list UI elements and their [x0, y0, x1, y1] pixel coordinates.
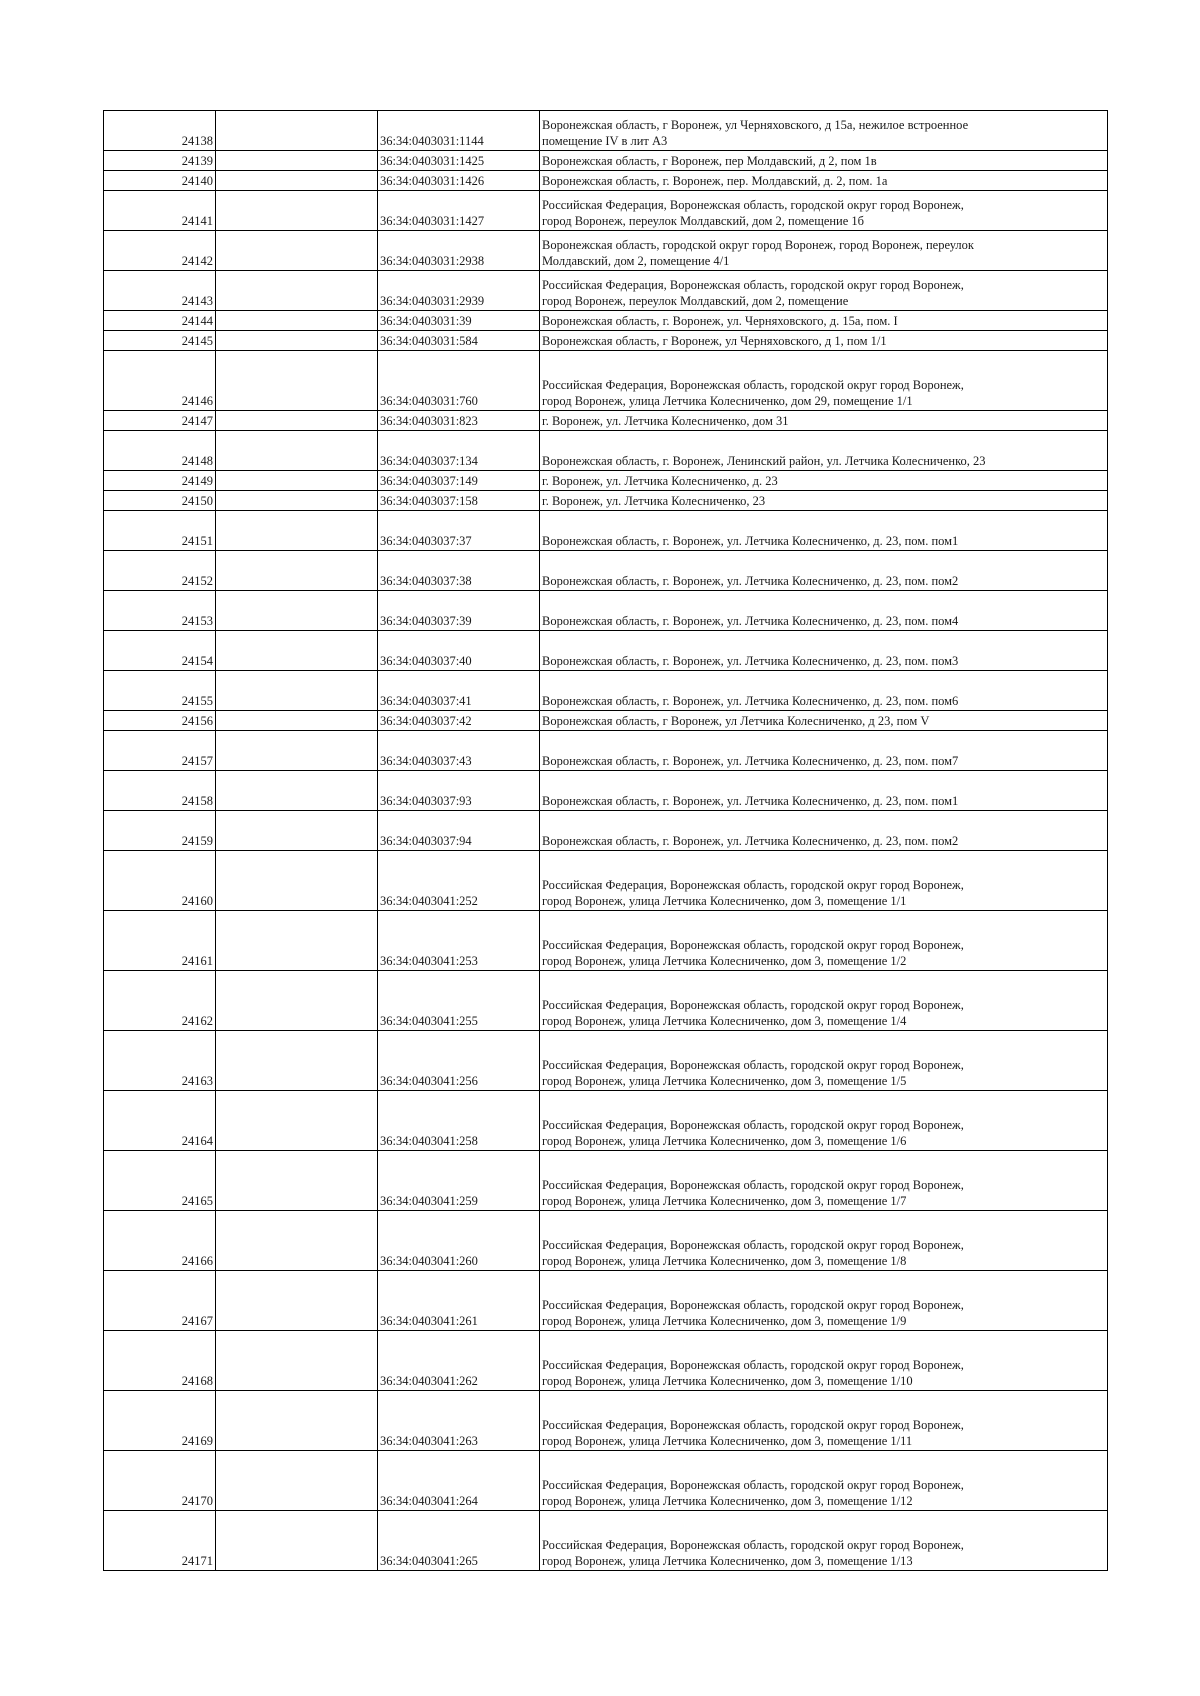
- empty-cell: [216, 1091, 378, 1151]
- address-text: г. Воронеж, ул. Летчика Колесниченко, 23: [542, 493, 766, 508]
- empty-cell: [216, 311, 378, 331]
- row-number: 24150: [104, 491, 216, 511]
- table-row: [104, 731, 1108, 771]
- address-cell: [540, 851, 1108, 911]
- address-text: Российская Федерация, Воронежская область, городской округ город Воронеж, город Воронеж, улица Летчика Колесниченко, дом 3, помещение 1/9: [542, 1298, 964, 1328]
- address-text: Российская Федерация, Воронежская область, городской округ город Воронеж, город Воронеж, улица Летчика Колесниченко, дом 3, помещение 1/2: [542, 938, 964, 968]
- empty-cell: [216, 171, 378, 191]
- cadastral-number: 36:34:0403041:262: [378, 1331, 540, 1391]
- empty-cell: [216, 971, 378, 1031]
- row-number: 24146: [104, 351, 216, 411]
- cadastral-number: 36:34:0403031:2938: [378, 231, 540, 271]
- empty-cell: [216, 771, 378, 811]
- cadastral-number: 36:34:0403031:39: [378, 311, 540, 331]
- address-cell: [540, 431, 1108, 471]
- cadastral-number: 36:34:0403031:823: [378, 411, 540, 431]
- address-cell: [540, 1151, 1108, 1211]
- empty-cell: [216, 491, 378, 511]
- address-text: Российская Федерация, Воронежская область, городской округ город Воронеж, город Воронеж, улица Летчика Колесниченко, дом 3, помещение 1/10: [542, 1358, 964, 1388]
- table-row: [104, 1271, 1108, 1331]
- table-row: [104, 671, 1108, 711]
- row-number: 24142: [104, 231, 216, 271]
- address-cell: [540, 411, 1108, 431]
- cadastral-number: 36:34:0403041:261: [378, 1271, 540, 1331]
- cadastral-number: 36:34:0403037:42: [378, 711, 540, 731]
- row-number: 24149: [104, 471, 216, 491]
- cadastral-number: 36:34:0403037:40: [378, 631, 540, 671]
- empty-cell: [216, 111, 378, 151]
- row-number: 24155: [104, 671, 216, 711]
- row-number: 24159: [104, 811, 216, 851]
- cadastral-number: 36:34:0403037:41: [378, 671, 540, 711]
- table-row: [104, 911, 1108, 971]
- empty-cell: [216, 271, 378, 311]
- row-number: 24165: [104, 1151, 216, 1211]
- address-text: Воронежская область, г. Воронеж, ул. Летчика Колесниченко, д. 23, пом. пом4: [542, 613, 959, 628]
- table-row: [104, 271, 1108, 311]
- address-text: Воронежская область, г Воронеж, ул Черняховского, д 15а, нежилое встроенное помещение IV в лит А3: [542, 118, 969, 148]
- address-text: Российская Федерация, Воронежская область, городской округ город Воронеж, город Воронеж, улица Летчика Колесниченко, дом 3, помещение 1/5: [542, 1058, 964, 1088]
- empty-cell: [216, 511, 378, 551]
- empty-cell: [216, 431, 378, 471]
- address-text: Российская Федерация, Воронежская область, городской округ город Воронеж, город Воронеж, переулок Молдавский, дом 2, помещение: [542, 278, 964, 308]
- empty-cell: [216, 551, 378, 591]
- row-number: 24157: [104, 731, 216, 771]
- address-text: Воронежская область, г. Воронеж, пер. Молдавский, д. 2, пом. 1а: [542, 173, 888, 188]
- address-text: Воронежская область, г. Воронеж, Ленинский район, ул. Летчика Колесниченко, 23: [542, 453, 986, 468]
- row-number: 24152: [104, 551, 216, 591]
- cadastral-number: 36:34:0403037:93: [378, 771, 540, 811]
- empty-cell: [216, 1271, 378, 1331]
- row-number: 24167: [104, 1271, 216, 1331]
- address-text: г. Воронеж, ул. Летчика Колесниченко, д. 23: [542, 473, 778, 488]
- cadastral-number: 36:34:0403041:260: [378, 1211, 540, 1271]
- table-row: [104, 811, 1108, 851]
- table-row: [104, 471, 1108, 491]
- row-number: 24143: [104, 271, 216, 311]
- row-number: 24158: [104, 771, 216, 811]
- table-row: [104, 1031, 1108, 1091]
- table-row: [104, 1451, 1108, 1511]
- empty-cell: [216, 731, 378, 771]
- cadastral-number: 36:34:0403041:264: [378, 1451, 540, 1511]
- cadastral-number: 36:34:0403041:255: [378, 971, 540, 1031]
- address-text: Российская Федерация, Воронежская область, городской округ город Воронеж, город Воронеж, улица Летчика Колесниченко, дом 3, помещение 1/8: [542, 1238, 964, 1268]
- address-cell: [540, 331, 1108, 351]
- empty-cell: [216, 1151, 378, 1211]
- row-number: 24161: [104, 911, 216, 971]
- table-row: [104, 151, 1108, 171]
- cadastral-number: 36:34:0403031:1426: [378, 171, 540, 191]
- table-row: [104, 191, 1108, 231]
- table-row: [104, 1091, 1108, 1151]
- address-cell: [540, 1211, 1108, 1271]
- table-row: [104, 111, 1108, 151]
- empty-cell: [216, 351, 378, 411]
- address-cell: [540, 591, 1108, 631]
- cadastral-number: 36:34:0403031:1427: [378, 191, 540, 231]
- address-text: Воронежская область, г Воронеж, ул Летчика Колесниченко, д 23, пом V: [542, 713, 930, 728]
- row-number: 24140: [104, 171, 216, 191]
- empty-cell: [216, 471, 378, 491]
- table-row: [104, 231, 1108, 271]
- address-cell: [540, 711, 1108, 731]
- table-row: [104, 711, 1108, 731]
- empty-cell: [216, 411, 378, 431]
- row-number: 24168: [104, 1331, 216, 1391]
- address-text: Воронежская область, г. Воронеж, ул. Летчика Колесниченко, д. 23, пом. пом1: [542, 793, 959, 808]
- empty-cell: [216, 1511, 378, 1571]
- table-row: [104, 491, 1108, 511]
- address-cell: [540, 671, 1108, 711]
- row-number: 24163: [104, 1031, 216, 1091]
- empty-cell: [216, 811, 378, 851]
- table-row: [104, 591, 1108, 631]
- address-text: Воронежская область, г. Воронеж, ул. Летчика Колесниченко, д. 23, пом. пом1: [542, 533, 959, 548]
- address-text: Российская Федерация, Воронежская область, городской округ город Воронеж, город Воронеж, улица Летчика Колесниченко, дом 3, помещение 1/13: [542, 1538, 964, 1568]
- row-number: 24154: [104, 631, 216, 671]
- row-number: 24153: [104, 591, 216, 631]
- empty-cell: [216, 231, 378, 271]
- address-text: Воронежская область, г. Воронеж, ул. Летчика Колесниченко, д. 23, пом. пом7: [542, 753, 959, 768]
- address-text: Воронежская область, г Воронеж, ул Черняховского, д 1, пом 1/1: [542, 333, 887, 348]
- address-text: Российская Федерация, Воронежская область, городской округ город Воронеж, город Воронеж, улица Летчика Колесниченко, дом 3, помещение 1/1: [542, 878, 964, 908]
- cadastral-number: 36:34:0403031:584: [378, 331, 540, 351]
- cadastral-number: 36:34:0403041:253: [378, 911, 540, 971]
- address-cell: [540, 511, 1108, 551]
- cadastral-number: 36:34:0403041:265: [378, 1511, 540, 1571]
- table-row: [104, 431, 1108, 471]
- table-row: [104, 631, 1108, 671]
- cadastral-number: 36:34:0403031:2939: [378, 271, 540, 311]
- cadastral-number: 36:34:0403031:1425: [378, 151, 540, 171]
- address-cell: [540, 311, 1108, 331]
- table-row: [104, 1151, 1108, 1211]
- cadastral-number: 36:34:0403037:149: [378, 471, 540, 491]
- cadastral-number: 36:34:0403037:38: [378, 551, 540, 591]
- address-cell: [540, 1391, 1108, 1451]
- empty-cell: [216, 591, 378, 631]
- table-row: [104, 411, 1108, 431]
- address-cell: [540, 471, 1108, 491]
- address-cell: [540, 231, 1108, 271]
- row-number: 24171: [104, 1511, 216, 1571]
- cadastral-number: 36:34:0403041:263: [378, 1391, 540, 1451]
- address-text: Воронежская область, г Воронеж, пер Молдавский, д 2, пом 1в: [542, 153, 877, 168]
- empty-cell: [216, 911, 378, 971]
- cadastral-number: 36:34:0403031:1144: [378, 111, 540, 151]
- cadastral-number: 36:34:0403037:94: [378, 811, 540, 851]
- row-number: 24166: [104, 1211, 216, 1271]
- address-cell: [540, 191, 1108, 231]
- address-cell: [540, 771, 1108, 811]
- row-number: 24164: [104, 1091, 216, 1151]
- table-row: [104, 311, 1108, 331]
- address-text: Российская Федерация, Воронежская область, городской округ город Воронеж, город Воронеж, улица Летчика Колесниченко, дом 29, помещение 1/1: [542, 378, 964, 408]
- cadastral-number: 36:34:0403031:760: [378, 351, 540, 411]
- row-number: 24169: [104, 1391, 216, 1451]
- row-number: 24144: [104, 311, 216, 331]
- row-number: 24160: [104, 851, 216, 911]
- address-cell: [540, 1271, 1108, 1331]
- address-cell: [540, 151, 1108, 171]
- empty-cell: [216, 711, 378, 731]
- table-row: [104, 1511, 1108, 1571]
- address-text: Воронежская область, г. Воронеж, ул. Летчика Колесниченко, д. 23, пом. пом2: [542, 833, 959, 848]
- address-cell: [540, 1091, 1108, 1151]
- table-row: [104, 351, 1108, 411]
- cadastral-number: 36:34:0403041:259: [378, 1151, 540, 1211]
- address-text: Российская Федерация, Воронежская область, городской округ город Воронеж, город Воронеж, улица Летчика Колесниченко, дом 3, помещение 1/4: [542, 998, 964, 1028]
- empty-cell: [216, 1211, 378, 1271]
- row-number: 24148: [104, 431, 216, 471]
- cadastral-number: 36:34:0403041:252: [378, 851, 540, 911]
- registry-table-body: [104, 111, 1108, 1571]
- table-row: [104, 1211, 1108, 1271]
- cadastral-number: 36:34:0403037:43: [378, 731, 540, 771]
- row-number: 24141: [104, 191, 216, 231]
- row-number: 24138: [104, 111, 216, 151]
- cadastral-number: 36:34:0403037:37: [378, 511, 540, 551]
- cadastral-number: 36:34:0403041:258: [378, 1091, 540, 1151]
- address-cell: [540, 1331, 1108, 1391]
- address-text: Российская Федерация, Воронежская область, городской округ город Воронеж, город Воронеж, улица Летчика Колесниченко, дом 3, помещение 1/11: [542, 1418, 964, 1448]
- address-cell: [540, 491, 1108, 511]
- address-cell: [540, 351, 1108, 411]
- table-row: [104, 171, 1108, 191]
- address-text: Воронежская область, городской округ город Воронеж, город Воронеж, переулок Молдавский, дом 2, помещение 4/1: [542, 238, 974, 268]
- address-cell: [540, 1031, 1108, 1091]
- address-text: Воронежская область, г. Воронеж, ул. Летчика Колесниченко, д. 23, пом. пом2: [542, 573, 959, 588]
- empty-cell: [216, 1391, 378, 1451]
- empty-cell: [216, 631, 378, 671]
- address-cell: [540, 631, 1108, 671]
- table-row: [104, 1391, 1108, 1451]
- row-number: 24139: [104, 151, 216, 171]
- table-row: [104, 851, 1108, 911]
- empty-cell: [216, 671, 378, 711]
- address-cell: [540, 111, 1108, 151]
- cadastral-number: 36:34:0403041:256: [378, 1031, 540, 1091]
- table-row: [104, 971, 1108, 1031]
- address-cell: [540, 811, 1108, 851]
- empty-cell: [216, 1331, 378, 1391]
- address-text: Воронежская область, г. Воронеж, ул. Черняховского, д. 15а, пом. I: [542, 313, 898, 328]
- address-text: Воронежская область, г. Воронеж, ул. Летчика Колесниченко, д. 23, пом. пом6: [542, 693, 959, 708]
- address-cell: [540, 1511, 1108, 1571]
- row-number: 24162: [104, 971, 216, 1031]
- empty-cell: [216, 851, 378, 911]
- table-row: [104, 331, 1108, 351]
- address-text: Российская Федерация, Воронежская область, городской округ город Воронеж, город Воронеж, улица Летчика Колесниченко, дом 3, помещение 1/7: [542, 1178, 964, 1208]
- table-row: [104, 1331, 1108, 1391]
- address-cell: [540, 971, 1108, 1031]
- address-cell: [540, 551, 1108, 591]
- row-number: 24147: [104, 411, 216, 431]
- row-number: 24170: [104, 1451, 216, 1511]
- cadastral-number: 36:34:0403037:158: [378, 491, 540, 511]
- address-text: Воронежская область, г. Воронеж, ул. Летчика Колесниченко, д. 23, пом. пом3: [542, 653, 959, 668]
- address-text: Российская Федерация, Воронежская область, городской округ город Воронеж, город Воронеж, переулок Молдавский, дом 2, помещение 1б: [542, 198, 964, 228]
- empty-cell: [216, 1451, 378, 1511]
- empty-cell: [216, 151, 378, 171]
- address-text: г. Воронеж, ул. Летчика Колесниченко, дом 31: [542, 413, 789, 428]
- empty-cell: [216, 191, 378, 231]
- row-number: 24156: [104, 711, 216, 731]
- table-row: [104, 551, 1108, 591]
- address-text: Российская Федерация, Воронежская область, городской округ город Воронеж, город Воронеж, улица Летчика Колесниченко, дом 3, помещение 1/12: [542, 1478, 964, 1508]
- row-number: 24145: [104, 331, 216, 351]
- address-cell: [540, 911, 1108, 971]
- empty-cell: [216, 331, 378, 351]
- empty-cell: [216, 1031, 378, 1091]
- address-cell: [540, 171, 1108, 191]
- address-cell: [540, 731, 1108, 771]
- address-cell: [540, 271, 1108, 311]
- cadastral-number: 36:34:0403037:134: [378, 431, 540, 471]
- registry-table: [103, 110, 1108, 1571]
- cadastral-number: 36:34:0403037:39: [378, 591, 540, 631]
- address-text: Российская Федерация, Воронежская область, городской округ город Воронеж, город Воронеж, улица Летчика Колесниченко, дом 3, помещение 1/6: [542, 1118, 964, 1148]
- table-row: [104, 771, 1108, 811]
- address-cell: [540, 1451, 1108, 1511]
- table-row: [104, 511, 1108, 551]
- row-number: 24151: [104, 511, 216, 551]
